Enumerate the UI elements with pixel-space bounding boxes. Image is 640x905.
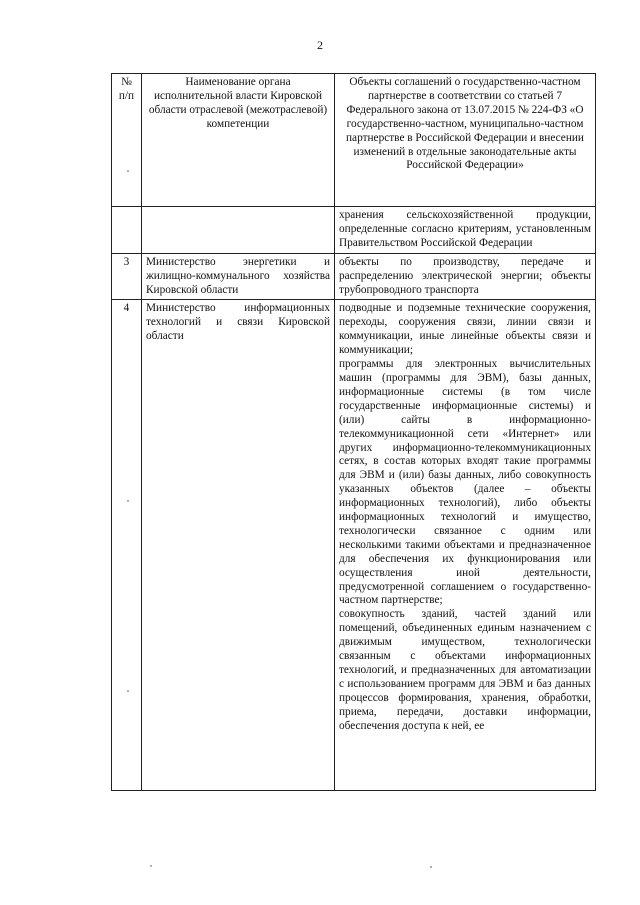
scan-artifact xyxy=(127,500,129,502)
ppp-objects-table xyxy=(111,73,596,791)
header-number: № п/п xyxy=(112,74,142,207)
table-row xyxy=(112,300,596,791)
row-objects xyxy=(335,207,596,254)
table-row xyxy=(112,253,596,300)
object-paragraph: объекты по производству, передаче и распределению электрической энергии; объекты трубопроводного транспорта xyxy=(339,255,591,296)
table-row xyxy=(112,207,596,254)
scan-artifact xyxy=(127,170,129,172)
object-paragraph: хранения сельскохозяйственной продукции, определенные согласно критериям, установленным Правительством Российской Федерации xyxy=(339,209,591,249)
header-organ: Наименование органа исполнительной власти Кировской области отраслевой (межотраслевой) компетенции xyxy=(142,74,335,207)
row-organ: Министерство энергетики и жилищно-коммунального хозяйства Кировской области xyxy=(142,253,335,300)
row-organ: Министерство информационных технологий и связи Кировской области xyxy=(142,300,335,791)
scan-artifact xyxy=(150,865,152,867)
object-paragraph: совокупность зданий, частей зданий или помещений, объединенных единым назначением с движимым имуществом, технологически связанным с объектами информационных технологий, и предназначенных для автоматизации с использованием программ для ЭВМ и баз данных процессов формирования, хранения, обработки, приема, передачи, доставки информации, обеспечения доступа к ней, ее xyxy=(339,608,591,732)
row-number: 4 xyxy=(112,300,142,791)
object-paragraph: программы для электронных вычислительных машин (программы для ЭВМ), базы данных, информационные системы (в том числе государственные информационные системы) и (или) сайты в информационно-телекоммуникационной сети «Интернет» или других информационно-телекоммуникационных сетях, в состав которых входят такие программы для ЭВМ и (или) базы данных, либо совокупность указанных объектов (далее – объекты информационных технологий), либо объекты информационных технологий и имущество, технологически связанное с одним или несколькими такими объектами и предназначенное для обеспечения их функционирования или осуществления иной деятельности, предусмотренной соглашением о государственно-частном партнерстве; xyxy=(339,358,591,607)
scan-artifact xyxy=(430,866,432,868)
row-objects xyxy=(335,253,596,300)
row-number: 3 xyxy=(112,253,142,300)
page-number: 2 xyxy=(317,38,323,52)
scan-artifact xyxy=(127,690,129,692)
header-objects: Объекты соглашений о государственно-частном партнерстве в соответствии со статьей 7 Федерального закона от 13.07.2015 № 224-ФЗ «О государственно-частном, муниципально-частном партнерстве в Российской Федерации и внесении изменений в отдельные законодательные акты Российской Федерации» xyxy=(335,74,596,207)
row-number xyxy=(112,207,142,254)
table-header-row xyxy=(112,74,596,207)
row-organ xyxy=(142,207,335,254)
row-objects xyxy=(335,300,596,791)
object-paragraph: подводные и подземные технические сооружения, переходы, сооружения связи, линии связи и коммуникации, иные линейные объекты связи и коммуникации; xyxy=(339,302,591,357)
